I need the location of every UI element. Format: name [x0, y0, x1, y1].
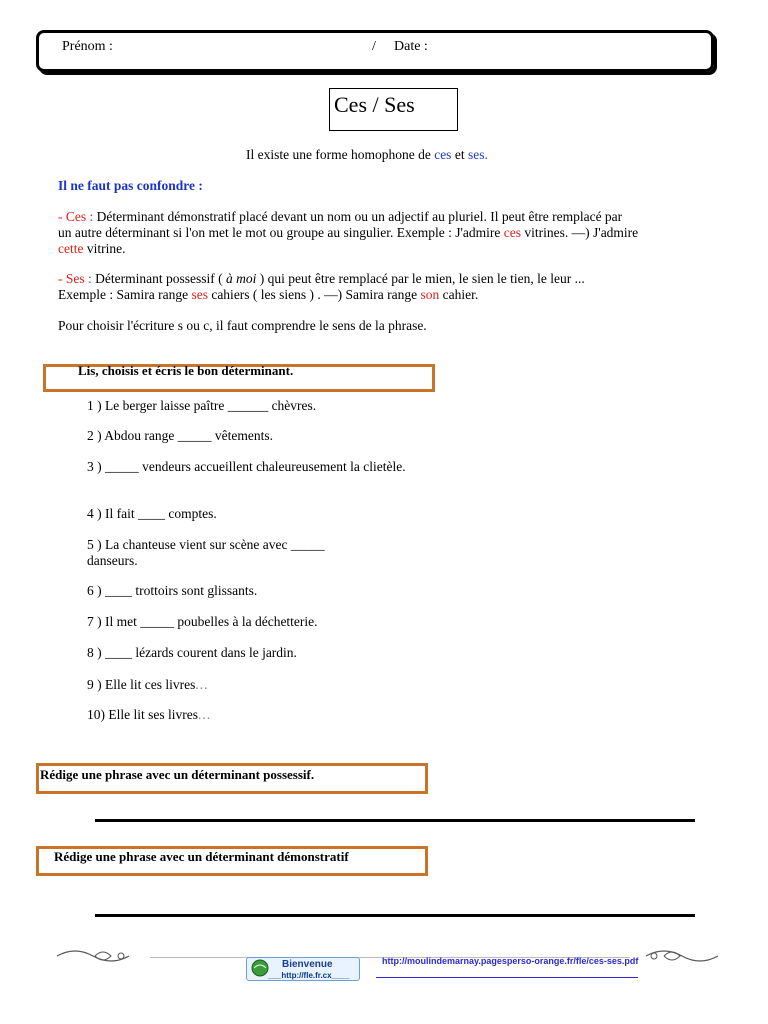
ses-rule-text-2b: cahiers ( les siens ) . —) Samira range — [211, 287, 418, 302]
warning-heading: Il ne faut pas confondre : — [58, 178, 203, 193]
ses-rule-text-2c: cahier. — [442, 287, 479, 302]
exercise-item-7: 7 ) Il met _____ poubelles à la déchetterie. — [87, 614, 318, 629]
exercise-item-5: 5 ) La chanteuse vient sur scène avec _____ danseurs. — [87, 537, 325, 568]
ses-rule-line-2 — [58, 287, 708, 303]
source-link[interactable]: http://moulindemarnay.pagesperso-orange.fr/fle/ces-ses.pdf — [382, 956, 639, 966]
right-ornament-icon — [640, 944, 720, 968]
exercise-instruction: Lis, choisis et écris le bon déterminant. — [78, 363, 294, 378]
intro-ces: ces — [434, 147, 452, 162]
intro-text: Il existe une forme homophone de — [246, 147, 431, 162]
ces-rule-text-2a: un autre déterminant si l'on met le mot ou groupe au singulier. Exemple : J'admire — [58, 225, 501, 240]
globe-icon — [250, 958, 270, 978]
source-link-underline — [376, 977, 638, 978]
exercise-item-8: 8 ) ____ lézards courent dans le jardin. — [87, 645, 297, 660]
possessive-answer-line — [95, 819, 695, 822]
ses-label: - Ses : — [58, 271, 92, 286]
possessive-task: Rédige une phrase avec un déterminant possessif. — [40, 767, 315, 782]
exercise-item-10 — [87, 707, 417, 723]
exercise-item-1: 1 ) Le berger laisse paître ______ chèvres. — [87, 398, 317, 413]
exercise-item-4: 4 ) Il fait ____ comptes. — [87, 506, 217, 521]
page-title: Ces / Ses — [334, 92, 415, 117]
demonstrative-answer-line — [95, 914, 695, 917]
cette-example-word: cette — [58, 241, 84, 256]
exercise-item-3: 3 ) _____ vendeurs accueillent chaleureusement la clietèle. — [87, 459, 406, 474]
left-ornament-icon — [55, 944, 135, 968]
intro-ses: ses. — [467, 147, 488, 162]
ces-rule-text-1: Déterminant démonstratif placé devant un nom ou un adjectif au pluriel. Il peut être remplacé par — [96, 209, 623, 224]
ses-rule-text-2a: Exemple : Samira range — [58, 287, 189, 302]
ces-rule-line-3 — [58, 241, 708, 257]
ces-example-word: ces — [503, 225, 522, 240]
exercise-item-9-dots: ... — [195, 677, 209, 692]
exercise-item-10-text: 10) Elle lit ses livres — [87, 707, 198, 722]
advice-text: Pour choisir l'écriture s ou c, il faut comprendre le sens de la phrase. — [58, 318, 427, 333]
ces-rule-text-3: vitrine. — [86, 241, 126, 256]
intro-sentence — [246, 147, 488, 163]
ces-rule-line-2 — [58, 225, 708, 241]
ses-rule-text-1b: ) qui peut être remplacé par le mien, le sien le tien, le leur ... — [259, 271, 585, 286]
exercise-item-10-dots: ... — [197, 707, 212, 722]
intro-and: et — [454, 147, 465, 162]
logo-welcome-text: Bienvenue — [282, 959, 333, 970]
exercise-item-9 — [87, 677, 417, 693]
exercise-item-2: 2 ) Abdou range _____ vêtements. — [87, 428, 273, 443]
header-separator: / — [372, 39, 376, 54]
ses-rule — [58, 271, 708, 303]
ses-rule-italic: à moi — [225, 271, 257, 286]
son-example-word: son — [420, 287, 440, 302]
first-name-label: Prénom : — [62, 39, 113, 54]
ces-rule — [58, 209, 708, 257]
logo-url-text: ___http://fle.fr.cx____ — [268, 971, 350, 980]
exercise-item-9-text: 9 ) Elle lit ces livres — [87, 677, 196, 692]
exercise-item-6: 6 ) ____ trottoirs sont glissants. — [87, 583, 258, 598]
date-label: Date : — [394, 39, 428, 54]
ces-rule-line-1 — [58, 209, 708, 225]
demonstrative-task: Rédige une phrase avec un déterminant démonstratif — [54, 849, 349, 864]
ses-rule-text-1a: Déterminant possessif ( — [95, 271, 223, 286]
ses-example-word: ses — [191, 287, 208, 302]
ces-label: - Ces : — [58, 209, 94, 224]
ses-rule-line-1 — [58, 271, 708, 287]
ces-rule-text-2b: vitrines. —) J'admire — [524, 225, 639, 240]
